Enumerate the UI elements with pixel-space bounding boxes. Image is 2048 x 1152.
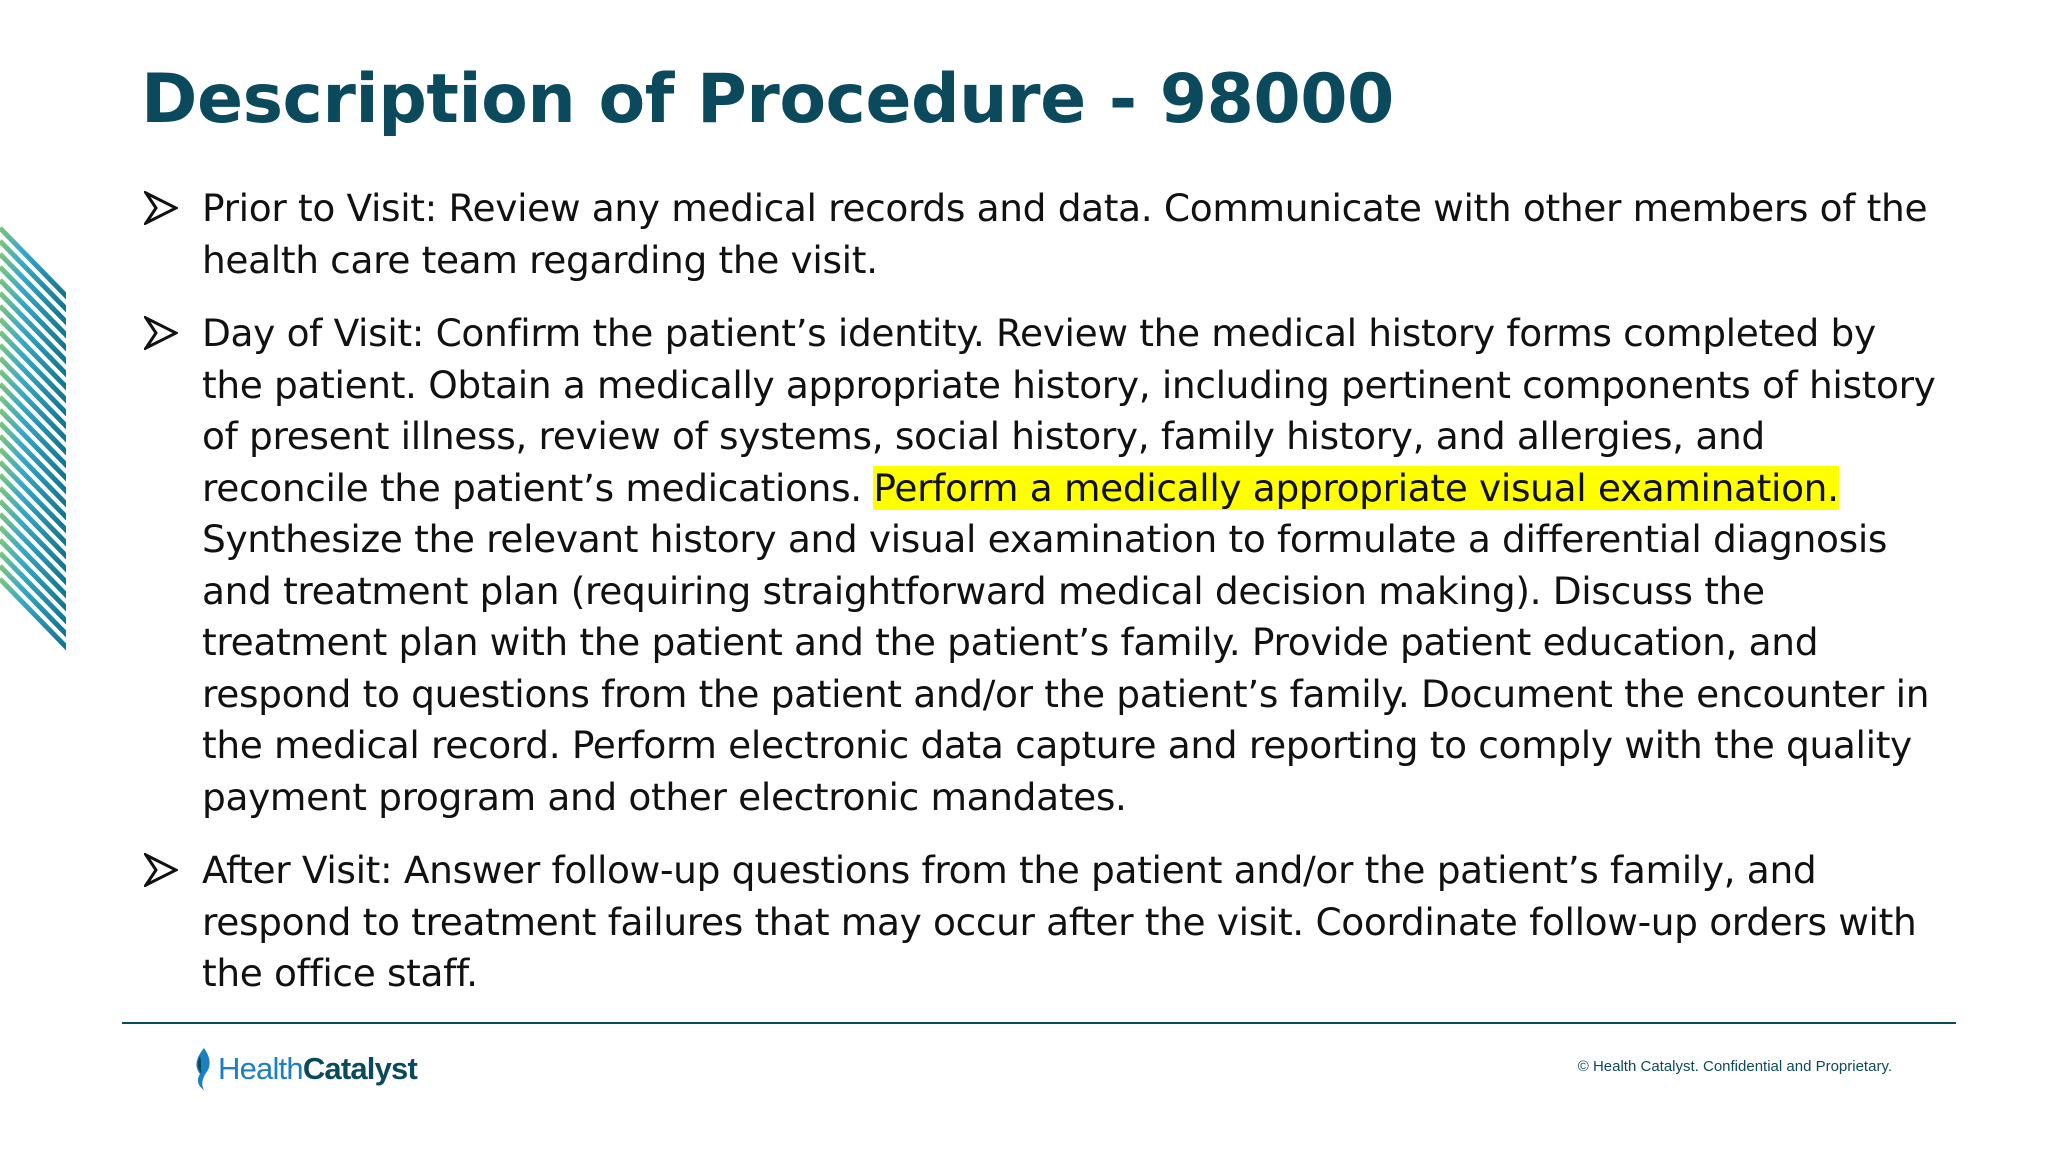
- logo-catalyst: Catalyst: [302, 1051, 418, 1086]
- decorative-stripe: [0, 215, 70, 222]
- decorative-stripe: [0, 644, 70, 655]
- bullet-text-part: Day of Visit: Confirm the patient’s identity. Review the medical history forms completed by the patient. Obtain a medically appropriate history, including pertinent components of history of present illness, review of systems, social history, family history, and allergies, and reconcile the patient’s medications.: [202, 311, 1936, 510]
- bullet-text-part: Synthesize the relevant history and visual examination to formulate a differential diagnosis and treatment plan (requiring straightforward medical decision making). Discuss the treatment plan with the patient and the patient’s family. Provide patient education, and respond to questions from the patient and/or the patient’s family. Document the encounter in the medical record. Perform electronic data capture and reporting to comply with the quality payment program and other electronic mandates.: [202, 517, 1930, 819]
- arrow-bullet-icon: [144, 853, 178, 887]
- decorative-stripe: [0, 618, 70, 655]
- arrow-bullet-icon: [144, 191, 178, 225]
- bullet-after-visit: [140, 845, 1940, 1000]
- decorative-stripe: [0, 215, 70, 235]
- arrow-bullet-icon: [144, 316, 178, 350]
- bullet-text: [202, 308, 1940, 823]
- bullet-day-of-visit: [140, 308, 1940, 823]
- highlighted-text: Perform a medically appropriate visual examination.: [873, 465, 1839, 510]
- bullet-prior-to-visit: [140, 183, 1940, 286]
- copyright-text: © Health Catalyst. Confidential and Proprietary.: [1577, 1058, 1892, 1075]
- bullet-text: Prior to Visit: Review any medical records and data. Communicate with other members of the health care team regarding the visit.: [202, 186, 1928, 282]
- decorative-stripe: [0, 215, 70, 248]
- bullet-list: [140, 183, 1940, 1022]
- bullet-text: After Visit: Answer follow-up questions from the patient and/or the patient’s family, and respond to treatment failures that may occur after the visit. Coordinate follow-up orders with the office staff.: [202, 848, 1917, 995]
- page-title: Description of Procedure - 98000: [141, 60, 1394, 139]
- logo-wordmark: [218, 1044, 417, 1094]
- health-catalyst-logo: [190, 1044, 417, 1094]
- decorative-stripes: [0, 215, 70, 655]
- footer-divider: [122, 1022, 1956, 1024]
- logo-health: Health: [218, 1051, 303, 1086]
- flame-logo-icon: [190, 1046, 216, 1092]
